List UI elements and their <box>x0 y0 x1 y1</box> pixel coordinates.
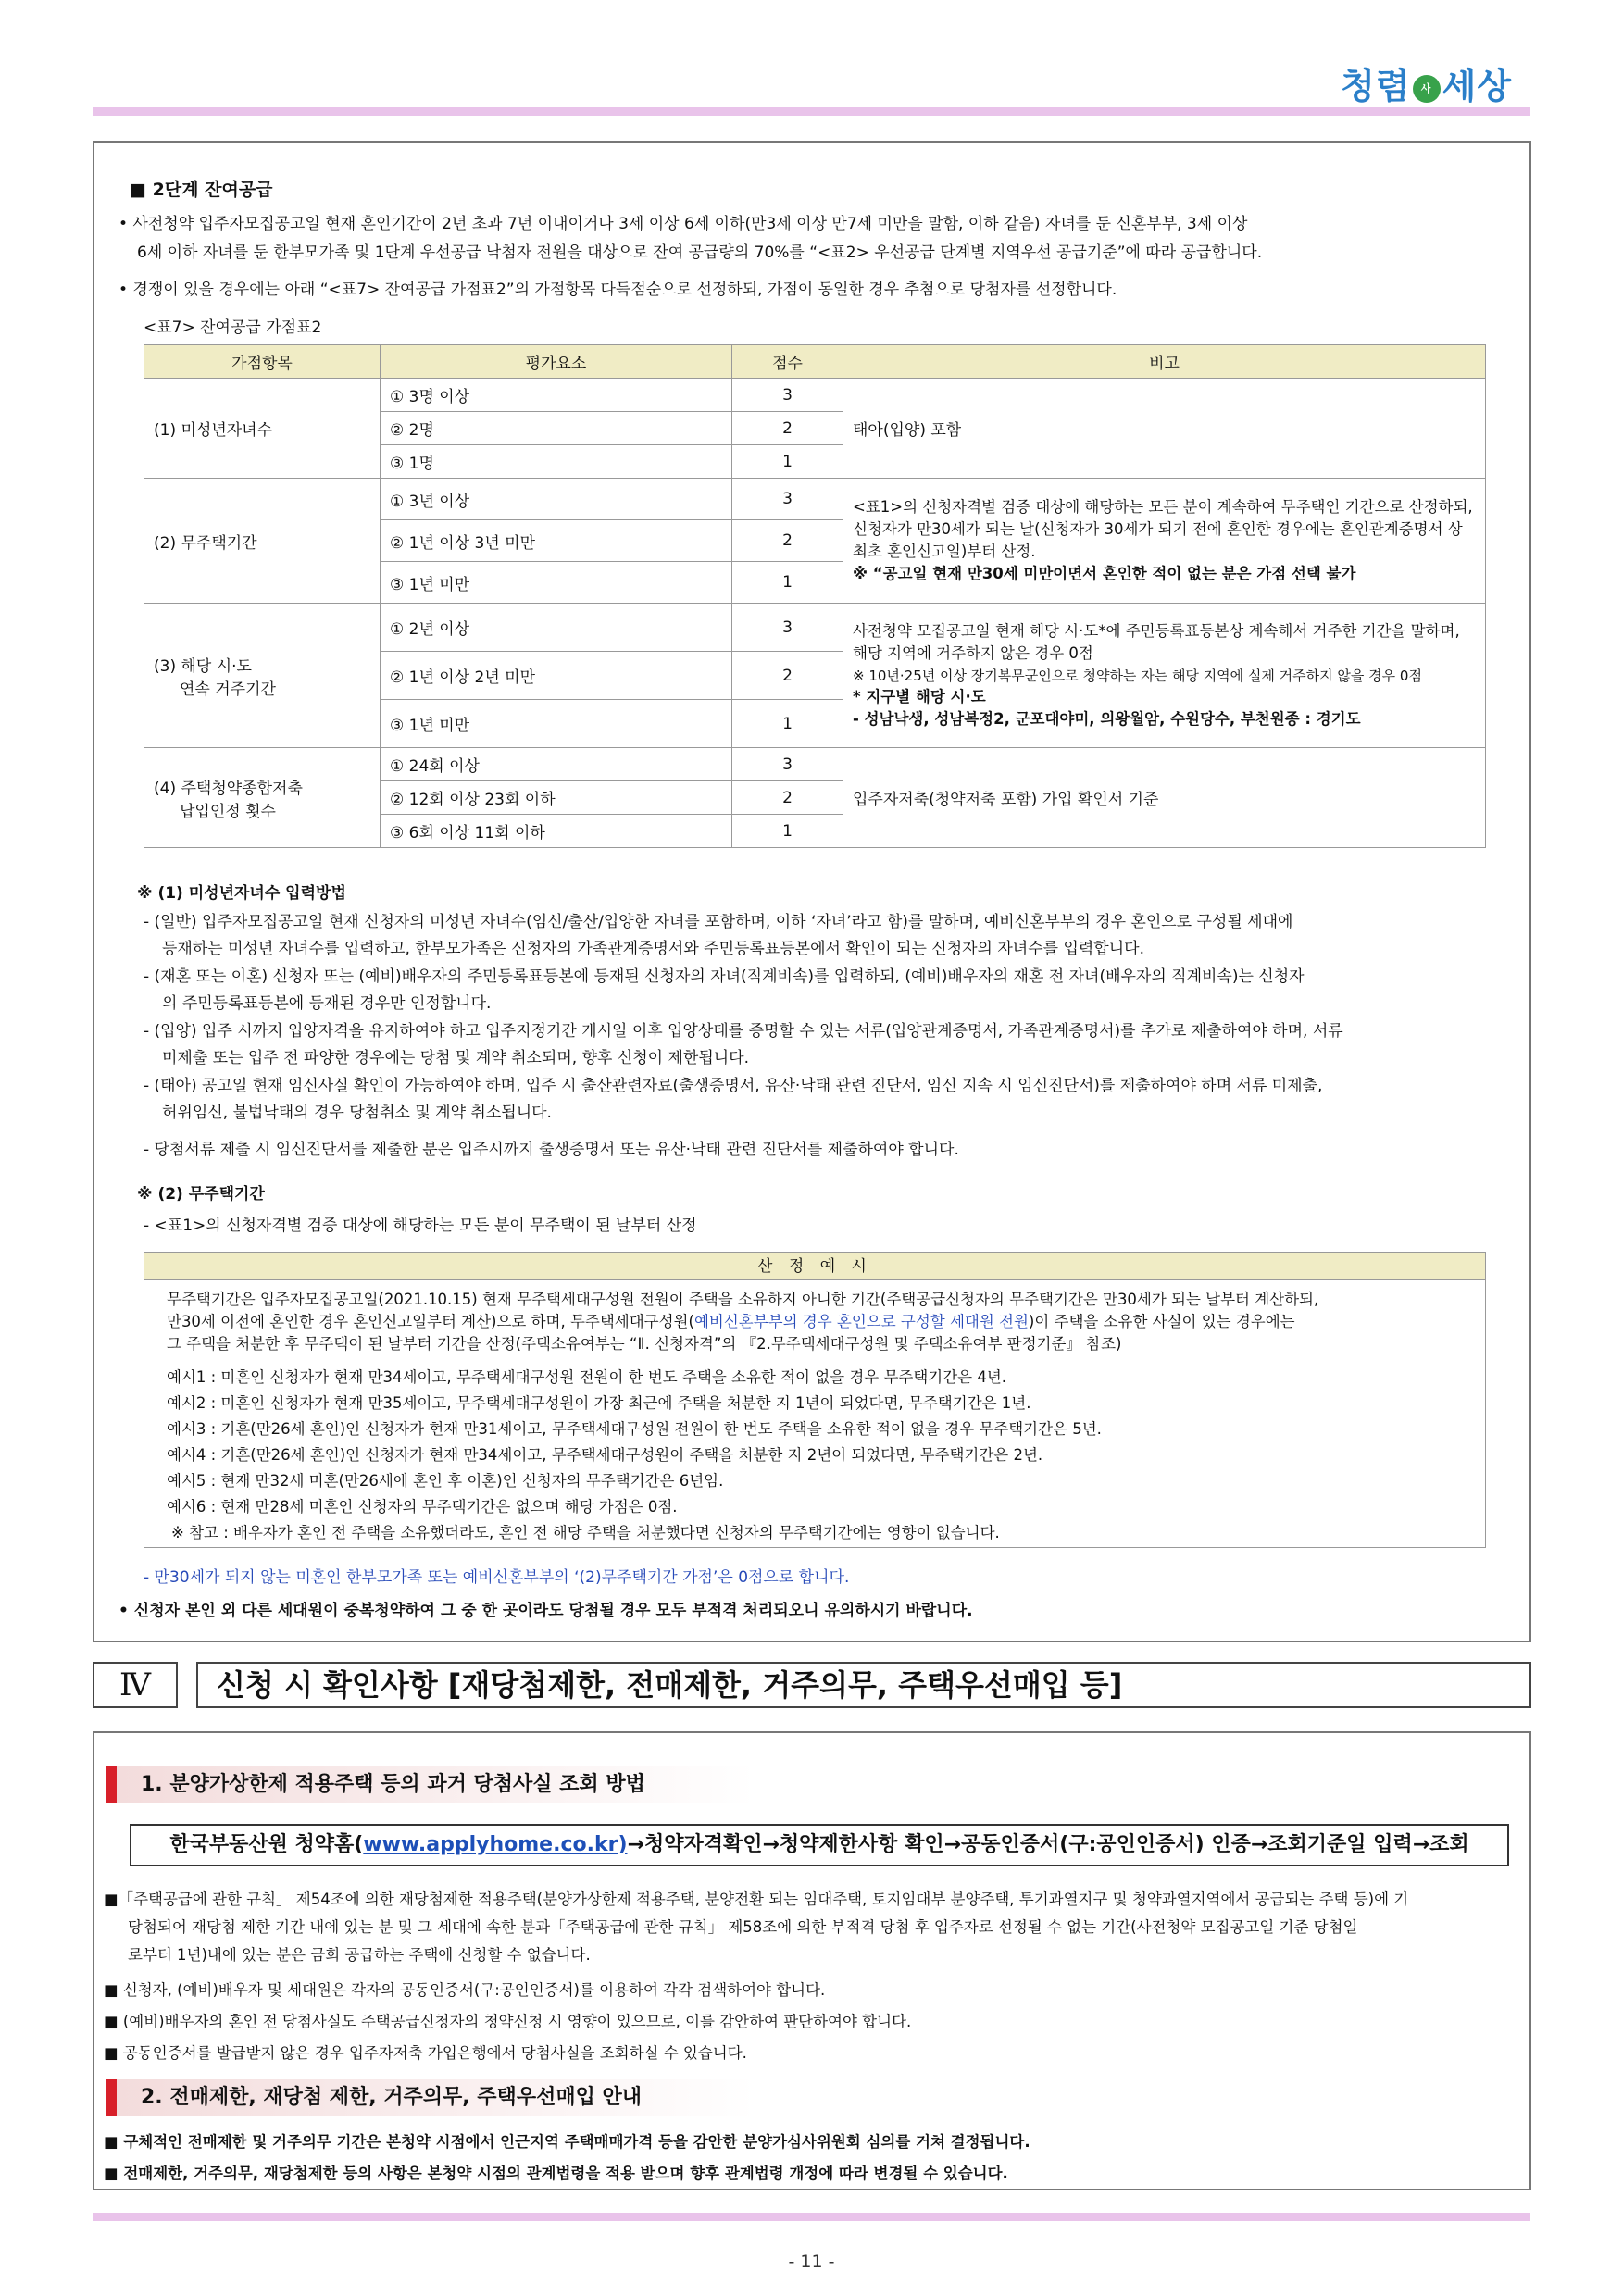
duplicate-application-note: • 신청자 본인 외 다른 세대원이 중복청약하여 그 중 한 곳이라도 당첨될 경우 모두 부적격 처리되오니 유의하시기 바랍니다. <box>119 1602 973 1620</box>
sub2-bullet: ■ 구체적인 전매제한 및 거주의무 기간은 본청약 시점에서 인근지역 주택매매가격 등을 감안한 분양가심사위원회 심의를 거쳐 결정됩니다. <box>104 2133 1030 2151</box>
notes1-line: - (입양) 입주 시까지 입양자격을 유지하여야 하고 입주지정기간 개시일 이후 입양상태를 증명할 수 있는 서류(입양관계증명서, 가족관계증명서)를 추가로 제출하여야 하며, 서류 <box>144 1022 1343 1041</box>
logo-badge: 사 <box>1413 75 1441 103</box>
sub1-bullet: ■ 신청자, (예비)배우자 및 세대원은 각자의 공동인증서(구:공인인증서)를 이용하여 각각 검색하여야 합니다. <box>104 1981 826 1999</box>
table-row <box>144 604 1486 652</box>
criterion-cell: ③ 6회 이상 11회 이하 <box>381 815 732 848</box>
score-cell: 3 <box>732 604 843 652</box>
example-item: 예시1 : 미혼인 신청자가 현재 만34세이고, 무주택세대구성원 전원이 한 번도 주택을 소유한 적이 없을 경우 무주택기간은 4년. <box>167 1368 1007 1386</box>
bonus-table-7 <box>144 344 1486 848</box>
example-item: 예시3 : 기혼(만26세 혼인)인 신청자가 현재 만31세이고, 무주택세대구성원 전원이 한 번도 주택을 소유한 적이 없을 경우 무주택기간은 5년. <box>167 1420 1102 1438</box>
score-cell: 3 <box>732 748 843 781</box>
sub1-bullet: 로부터 1년)내에 있는 분은 금회 공급하는 주택에 신청할 수 없습니다. <box>128 1946 591 1964</box>
section-title: 신청 시 확인사항 [재당첨제한, 전매제한, 거주의무, 주택우선매입 등] <box>196 1662 1531 1708</box>
criterion-cell: ① 3년 이상 <box>381 479 732 520</box>
score-cell: 3 <box>732 479 843 520</box>
table-header: 가점항목 <box>144 345 381 379</box>
criterion-cell: ③ 1명 <box>381 445 732 479</box>
notes1-line: 의 주민등록표등본에 등재된 경우만 인정합니다. <box>162 994 492 1013</box>
example-text: 만30세 이전에 혼인한 경우 혼인신고일부터 계산)으로 하며, 무주택세대구성원(예비신혼부부의 경우 혼인으로 구성할 세대원 전원)이 주택을 소유한 사실이 있는 경우에는 <box>167 1313 1295 1330</box>
top-divider <box>93 107 1530 116</box>
applyhome-link[interactable]: www.applyhome.co.kr) <box>363 1833 628 1856</box>
item-cell: (4) 주택청약종합저축 납입인정 횟수 <box>144 748 381 848</box>
blue-note: - 만30세가 되지 않는 미혼인 한부모가족 또는 예비신혼부부의 ‘(2)무주택기간 가점’은 0점으로 합니다. <box>144 1568 850 1587</box>
example-text: 그 주택을 처분한 후 무주택이 된 날부터 기간을 산정(주택소유여부는 “Ⅱ. 신청자격”의 『2.무주택세대구성원 및 주택소유여부 판정기준』 참조) <box>167 1335 1122 1353</box>
example-item: 예시6 : 현재 만28세 미혼인 신청자의 무주택기간은 없으며 해당 가점은 0점. <box>167 1498 678 1516</box>
table-row <box>144 748 1486 781</box>
page-number: - 11 - <box>788 2252 835 2272</box>
example-highlight: 예비신혼부부의 경우 혼인으로 구성할 세대원 전원 <box>693 1313 1029 1330</box>
stage2-para2: • 경쟁이 있을 경우에는 아래 “<표7> 잔여공급 가점표2”의 가점항목 다득점순으로 선정하되, 가점이 동일한 경우 추첨으로 당첨자를 선정합니다. <box>119 281 1117 299</box>
notes1-line: - (재혼 또는 이혼) 신청자 또는 (예비)배우자의 주민등록표등본에 등재된 신청자의 자녀(직계비속)를 입력하되, (예비)배우자의 재혼 전 자녀(배우자의 직계비속)는 신청자 <box>144 967 1305 986</box>
sub1-bullet: ■ (예비)배우자의 혼인 전 당첨사실도 주택공급신청자의 청약신청 시 영향이 있으므로, 이를 감안하여 판단하여야 합니다. <box>104 2013 912 2030</box>
score-cell: 2 <box>732 652 843 700</box>
table-header: 비고 <box>843 345 1486 379</box>
table-row <box>144 479 1486 520</box>
item-cell: (2) 무주택기간 <box>144 479 381 604</box>
score-cell: 1 <box>732 700 843 748</box>
criterion-cell: ③ 1년 미만 <box>381 700 732 748</box>
criterion-cell: ① 2년 이상 <box>381 604 732 652</box>
notes1-line: 미제출 또는 입주 전 파양한 경우에는 당첨 및 계약 취소되며, 향후 신청이 제한됩니다. <box>162 1049 750 1067</box>
score-cell: 1 <box>732 815 843 848</box>
criterion-cell: ② 1년 이상 3년 미만 <box>381 520 732 562</box>
notes1-line: - 당첨서류 제출 시 임신진단서를 제출한 분은 입주시까지 출생증명서 또는 유산·낙태 관련 진단서를 제출하여야 합니다. <box>144 1141 959 1159</box>
notes2-title: ※ (2) 무주택기간 <box>137 1185 265 1204</box>
note-cell <box>843 479 1486 604</box>
notes1-line: 허위임신, 불법낙태의 경우 당첨취소 및 계약 취소됩니다. <box>162 1104 552 1122</box>
score-cell: 3 <box>732 379 843 412</box>
lookup-path-box: 한국부동산원 청약홈(www.applyhome.co.kr)→청약자격확인→청약제한사항 확인→공동인증서(구:공인인증서) 인증→조회기준일 입력→조회 <box>130 1824 1509 1866</box>
sub1-bullet: ■「주택공급에 관한 규칙」 제54조에 의한 재당첨제한 적용주택(분양가상한제 적용주택, 분양전환 되는 임대주택, 토지임대부 분양주택, 투기과열지구 및 청약과열지역에서 공급되는 주택 등)에 기 <box>104 1890 1409 1908</box>
example-text: 무주택기간은 입주자모집공고일(2021.10.15) 현재 무주택세대구성원 전원이 주택을 소유하지 아니한 기간(주택공급신청자의 무주택기간은 만30세가 되는 날부터 계산하되, <box>167 1291 1319 1308</box>
sub1-bullet: 당첨되어 재당첨 제한 기간 내에 있는 분 및 그 세대에 속한 분과「주택공급에 관한 규칙」 제58조에 의한 부적격 당첨 후 입주자로 선정될 수 없는 기간(사전청약 모집공고일 기준 당첨일 <box>128 1918 1358 1936</box>
item-cell: (3) 해당 시·도 연속 거주기간 <box>144 604 381 748</box>
notes2-line: - <표1>의 신청자격별 검증 대상에 해당하는 모든 분이 무주택이 된 날부터 산정 <box>144 1217 697 1235</box>
table7-caption: <표7> 잔여공급 가점표2 <box>144 318 322 337</box>
criterion-cell: ① 24회 이상 <box>381 748 732 781</box>
score-cell: 2 <box>732 412 843 445</box>
score-cell: 2 <box>732 520 843 562</box>
notes1-title: ※ (1) 미성년자녀수 입력방법 <box>137 884 346 903</box>
score-cell: 1 <box>732 562 843 604</box>
note-cell: 태아(입양) 포함 <box>843 379 1486 479</box>
note-cell: 입주자저축(청약저축 포함) 가입 확인서 기준 <box>843 748 1486 848</box>
example-item: 예시5 : 현재 만32세 미혼(만26세에 혼인 후 이혼)인 신청자의 무주택기간은 6년임. <box>167 1472 724 1490</box>
example-heading: 산 정 예 시 <box>144 1253 1485 1280</box>
example-item: 예시4 : 기혼(만26세 혼인)인 신청자가 현재 만34세이고, 무주택세대구성원이 주택을 처분한 지 2년이 되었다면, 무주택기간은 2년. <box>167 1446 1043 1464</box>
section-number: Ⅳ <box>93 1662 178 1708</box>
stage2-heading: ■ 2단계 잔여공급 <box>130 180 273 200</box>
logo: 청렴 사 세상 <box>1341 66 1512 106</box>
bottom-divider <box>93 2213 1530 2221</box>
stage2-para1-line2: 6세 이하 자녀를 둔 한부모가족 및 1단계 우선공급 낙첨자 전원을 대상으로 잔여 공급량의 70%를 “<표2> 우선공급 단계별 지역우선 공급기준”에 따라 공급합니다. <box>137 243 1263 262</box>
criterion-cell: ② 2명 <box>381 412 732 445</box>
criterion-cell: ③ 1년 미만 <box>381 562 732 604</box>
criterion-cell: ② 1년 이상 2년 미만 <box>381 652 732 700</box>
section-4-header <box>93 1662 1531 1708</box>
table-header-row <box>144 345 1486 379</box>
score-cell: 2 <box>732 781 843 815</box>
note-warning: ※ “공고일 현재 만30세 미만이면서 혼인한 적이 없는 분은 가점 선택 불가 <box>853 564 1356 582</box>
stage2-para1-line1: • 사전청약 입주자모집공고일 현재 혼인기간이 2년 초과 7년 이내이거나 3세 이상 6세 이하(만3세 이상 만7세 미만을 말함, 이하 같음) 자녀를 둔 신혼부부, 3세 이상 <box>119 215 1248 233</box>
subsection-1-title: 1. 분양가상한제 적용주택 등의 과거 당첨사실 조회 방법 <box>106 1766 755 1803</box>
notes1-line: - (태아) 공고일 현재 임신사실 확인이 가능하여야 하며, 입주 시 출산관련자료(출생증명서, 유산·낙태 관련 진단서, 임신 지속 시 임신진단서)를 제출하여야 하며 서류 미제출, <box>144 1077 1323 1095</box>
criterion-cell: ① 3명 이상 <box>381 379 732 412</box>
sub2-bullet: ■ 전매제한, 거주의무, 재당첨제한 등의 사항은 본청약 시점의 관계법령을 적용 받으며 향후 관계법령 개정에 따라 변경될 수 있습니다. <box>104 2165 1008 2182</box>
example-item: 예시2 : 미혼인 신청자가 현재 만35세이고, 무주택세대구성원이 가장 최근에 주택을 처분한 지 1년이 되었다면, 무주택기간은 1년. <box>167 1394 1031 1412</box>
table-header: 평가요소 <box>381 345 732 379</box>
note-cell: 사전청약 모집공고일 현재 해당 시·도*에 주민등록표등본상 계속해서 거주한 기간을 말하며, 해당 지역에 거주하지 않은 경우 0점 ※ 10년·25년 이상 장기복무군인으로 청약하는 자는 해당 지역에 실제 거주하지 않을 경우 0점 * 지구별 해당 시·도 - 성남낙생, 성남복정2, 군포대야미, 의왕월암, 수원당수, 부천원종 : 경기도 <box>843 604 1486 748</box>
table-header: 점수 <box>732 345 843 379</box>
example-reference: ※ 참고 : 배우자가 혼인 전 주택을 소유했더라도, 혼인 전 해당 주택을 처분했다면 신청자의 무주택기간에는 영향이 없습니다. <box>171 1524 1000 1541</box>
note-text: <표1>의 신청자격별 검증 대상에 해당하는 모든 분이 계속하여 무주택인 기간으로 산정하되, 신청자가 만30세가 되는 날(신청자가 30세가 되기 전에 혼인한 경우에는 혼인관계증명서 상 최초 혼인신고일)부터 산정. <box>853 498 1473 560</box>
sub1-bullet: ■ 공동인증서를 발급받지 않은 경우 입주자저축 가입은행에서 당첨사실을 조회하실 수 있습니다. <box>104 2044 747 2062</box>
subsection-2-title: 2. 전매제한, 재당첨 제한, 거주의무, 주택우선매입 안내 <box>106 2079 755 2116</box>
notes1-line: - (일반) 입주자모집공고일 현재 신청자의 미성년 자녀수(임신/출산/입양한 자녀를 포함하며, 이하 ‘자녀’라고 함)를 말하며, 예비신혼부부의 경우 혼인으로 구성될 세대에 <box>144 913 1293 931</box>
notes1-line: 등재하는 미성년 자녀수를 입력하고, 한부모가족은 신청자의 가족관계증명서와 주민등록표등본에서 확인이 되는 신청자의 자녀수를 입력합니다. <box>162 940 1144 958</box>
score-cell: 1 <box>732 445 843 479</box>
criterion-cell: ② 12회 이상 23회 이하 <box>381 781 732 815</box>
item-cell: (1) 미성년자녀수 <box>144 379 381 479</box>
table-row <box>144 379 1486 412</box>
